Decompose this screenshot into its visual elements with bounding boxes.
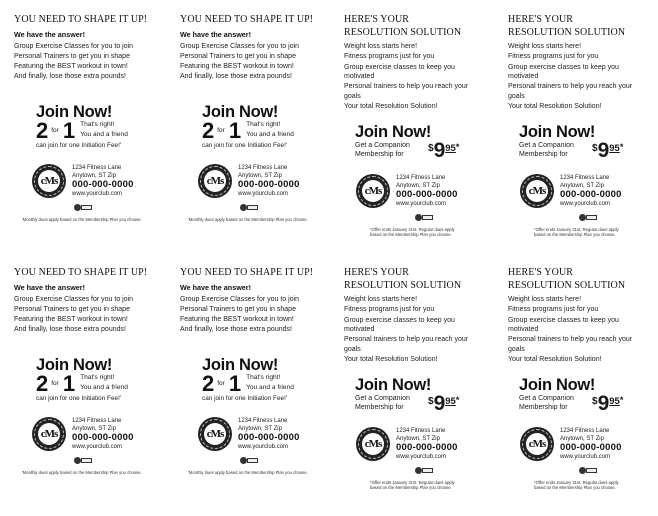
you-and-friend: You and a friend: [80, 383, 128, 391]
join-now-heading: Join Now!: [355, 376, 432, 395]
two-for-one: [202, 118, 340, 143]
card-subtitle: We have the answer!: [14, 283, 85, 292]
address-line1: 1234 Fitness Lane: [560, 428, 610, 435]
benefit-line: Fitness programs just for you: [508, 306, 599, 314]
cms-logo-icon: [520, 427, 554, 461]
join-now-heading: Join Now!: [36, 356, 113, 374]
phone-number: 000-000-0000: [396, 189, 458, 201]
phone-number: 000-000-0000: [238, 432, 300, 443]
benefit-line: Group Exercise Classes for you to join: [14, 43, 134, 50]
cms-logo-icon: [198, 164, 232, 198]
cms-logo-icon: [356, 427, 390, 461]
can-join-text: can join for one Initiation Fee!': [202, 395, 288, 402]
card-title: [344, 13, 504, 39]
benefit-line: Group Exercise Classes for you to join: [14, 296, 134, 303]
benefit-line: Fitness programs just for you: [344, 306, 435, 314]
website: www.yourclub.com: [72, 444, 123, 450]
title-line2: RESOLUTION SOLUTION: [508, 280, 626, 291]
benefit-line: Your total Resolution Solution!: [344, 102, 438, 110]
benefit-line: Group exercise classes to keep you motivated: [344, 316, 455, 333]
card-benefits: [180, 42, 340, 82]
companion-text: Get a Companion Membership for: [519, 142, 574, 158]
benefit-line: Weight loss starts here!: [344, 296, 418, 303]
can-join-text: can join for one Initiation Fee!': [36, 395, 122, 402]
certification-badge-icon: [415, 214, 433, 221]
benefit-line: Featuring the BEST workout in town!: [180, 63, 294, 70]
two-for-one: [36, 371, 174, 396]
price-asterisk: *: [619, 395, 624, 406]
benefit-line: Your total Resolution Solution!: [508, 102, 602, 110]
certification-badge-icon: [415, 467, 433, 474]
offer-text: [80, 373, 128, 392]
price-whole: 9: [433, 392, 446, 416]
contact-block: [356, 427, 504, 461]
benefit-line: Personal trainers to help you reach your goals: [344, 83, 469, 100]
offer-one: 1: [228, 118, 242, 143]
cms-logo-icon: [198, 417, 232, 451]
address: [560, 427, 622, 461]
card-benefits: [14, 42, 174, 82]
companion-text: Get a Companion Membership for: [355, 395, 410, 411]
logo-text: cMs: [526, 433, 548, 455]
offer-two: 2: [202, 118, 215, 143]
contact-block: [32, 417, 174, 451]
benefit-line: Weight loss starts here!: [508, 296, 582, 303]
resolution-card-4: [508, 266, 658, 516]
title-line1: HERE'S YOUR: [344, 14, 410, 25]
benefit-line: Personal trainers to help you reach your goals: [344, 336, 469, 353]
offer-two: 2: [36, 118, 49, 143]
join-now-heading: Join Now!: [355, 123, 432, 142]
price-cents: 95: [609, 143, 620, 155]
thats-right: That's right!: [80, 374, 115, 381]
shape-card-3: [14, 266, 174, 516]
offer-block: [355, 123, 504, 163]
benefit-line: Featuring the BEST workout in town!: [180, 316, 294, 323]
card-benefits: [14, 295, 174, 335]
companion-text: Get a Companion Membership for: [355, 142, 410, 158]
address-line2: Anytown, ST Zip: [238, 173, 282, 179]
offer-for: for: [217, 127, 225, 134]
title-line1: HERE'S YOUR: [508, 14, 574, 25]
website: www.yourclub.com: [72, 191, 123, 197]
card-benefits: [344, 295, 504, 364]
address-line1: 1234 Fitness Lane: [238, 165, 288, 171]
price-asterisk: *: [455, 395, 460, 406]
card-subtitle: We have the answer!: [180, 30, 251, 39]
address-line2: Anytown, ST Zip: [396, 183, 440, 190]
address-line2: Anytown, ST Zip: [396, 436, 440, 443]
benefit-line: Featuring the BEST workout in town!: [14, 316, 128, 323]
you-and-friend: You and a friend: [80, 130, 128, 138]
offer-one: 1: [228, 371, 242, 396]
price-whole: 9: [597, 392, 610, 416]
offer-block: [355, 376, 504, 416]
offer-block: [202, 357, 340, 402]
card-title: [344, 266, 504, 292]
phone-number: 000-000-0000: [72, 432, 134, 443]
shape-card-1: [14, 13, 174, 263]
address-line1: 1234 Fitness Lane: [396, 428, 446, 435]
card-subtitle: We have the answer!: [180, 283, 251, 292]
address: [396, 174, 458, 208]
price: [592, 392, 624, 416]
card-title: YOU NEED TO SHAPE IT UP!: [14, 267, 148, 278]
thats-right: That's right!: [80, 121, 115, 128]
address-line1: 1234 Fitness Lane: [560, 175, 610, 182]
title-line1: HERE'S YOUR: [508, 267, 574, 278]
contact-block: [520, 174, 658, 208]
logo-text: cMs: [204, 170, 226, 192]
thats-right: That's right!: [246, 121, 281, 128]
offer-text: [246, 373, 294, 392]
title-line1: HERE'S YOUR: [344, 267, 410, 278]
resolution-card-3: [344, 266, 504, 516]
join-now-heading: Join Now!: [202, 103, 279, 121]
logo-text: cMs: [362, 433, 384, 455]
benefit-line: Group exercise classes to keep you motivated: [508, 63, 619, 80]
fine-print: *Offer ends January 31st. Regular dues apply based on the Membership Plan you choose.: [370, 480, 455, 491]
benefit-line: Group Exercise Classes for you to join: [180, 43, 300, 50]
phone-number: 000-000-0000: [238, 179, 300, 190]
contact-block: [356, 174, 504, 208]
offer-one: 1: [62, 371, 76, 396]
address-line2: Anytown, ST Zip: [72, 173, 116, 179]
fine-print: 'Monthly dues apply based on the Membership Plan you choose.: [22, 217, 142, 222]
shape-card-4: [180, 266, 340, 516]
contact-block: [32, 164, 174, 198]
offer-two: 2: [36, 371, 49, 396]
benefit-line: Fitness programs just for you: [508, 53, 599, 61]
resolution-card-1: [344, 13, 504, 263]
two-for-one: [36, 118, 174, 143]
fine-print: 'Monthly dues apply based on the Membership Plan you choose.: [188, 470, 308, 475]
phone-number: 000-000-0000: [560, 189, 622, 201]
contact-block: [520, 427, 658, 461]
companion-offer: [519, 392, 658, 416]
companion-offer: [355, 139, 504, 163]
title-line2: RESOLUTION SOLUTION: [344, 27, 462, 38]
logo-text: cMs: [362, 180, 384, 202]
price-dollar: $: [592, 143, 598, 155]
benefit-line: Personal Trainers to get you in shape: [14, 306, 130, 313]
website: www.yourclub.com: [560, 201, 611, 208]
address-line1: 1234 Fitness Lane: [396, 175, 446, 182]
offer-text: [246, 120, 294, 139]
card-benefits: [508, 42, 658, 111]
certification-badge-icon: [74, 457, 92, 464]
cms-logo-icon: [32, 164, 66, 198]
fine-print: 'Monthly dues apply based on the Membership Plan you choose.: [22, 470, 142, 475]
price: [592, 139, 624, 163]
address: [560, 174, 622, 208]
two-for-one: [202, 371, 340, 396]
offer-for: for: [217, 380, 225, 387]
you-and-friend: You and a friend: [246, 383, 294, 391]
offer-for: for: [51, 127, 59, 134]
benefit-line: Your total Resolution Solution!: [508, 355, 602, 363]
offer-for: for: [51, 380, 59, 387]
card-benefits: [508, 295, 658, 364]
logo-text: cMs: [38, 170, 60, 192]
contact-block: [198, 417, 340, 451]
logo-text: cMs: [526, 180, 548, 202]
you-and-friend: You and a friend: [246, 130, 294, 138]
benefit-line: Personal Trainers to get you in shape: [180, 53, 296, 60]
address: [238, 164, 300, 198]
benefit-line: And finally, lose those extra pounds!: [14, 326, 126, 333]
phone-number: 000-000-0000: [560, 442, 622, 454]
card-title: YOU NEED TO SHAPE IT UP!: [14, 14, 148, 25]
price-asterisk: *: [455, 142, 460, 153]
website: www.yourclub.com: [396, 454, 447, 461]
benefit-line: Group Exercise Classes for you to join: [180, 296, 300, 303]
price-cents: 95: [445, 396, 456, 408]
title-line2: RESOLUTION SOLUTION: [508, 27, 626, 38]
certification-badge-icon: [579, 214, 597, 221]
address-line2: Anytown, ST Zip: [560, 183, 604, 190]
fine-print: *Offer ends January 31st. Regular dues apply based on the Membership Plan you choose.: [534, 480, 619, 491]
price-cents: 95: [445, 143, 456, 155]
card-title: [508, 13, 658, 39]
benefit-line: Weight loss starts here!: [508, 43, 582, 50]
address: [72, 417, 134, 451]
card-title: YOU NEED TO SHAPE IT UP!: [180, 14, 314, 25]
offer-block: [519, 376, 658, 416]
card-subtitle: We have the answer!: [14, 30, 85, 39]
offer-one: 1: [62, 118, 76, 143]
certification-badge-icon: [240, 457, 258, 464]
companion-text: Get a Companion Membership for: [519, 395, 574, 411]
benefit-line: And finally, lose those extra pounds!: [14, 73, 126, 80]
card-benefits: [180, 295, 340, 335]
cms-logo-icon: [520, 174, 554, 208]
price: [428, 139, 460, 163]
benefit-line: Personal Trainers to get you in shape: [180, 306, 296, 313]
certification-badge-icon: [240, 204, 258, 211]
benefit-line: Group exercise classes to keep you motivated: [344, 63, 455, 80]
card-title: [508, 266, 658, 292]
offer-block: [519, 123, 658, 163]
contact-block: [198, 164, 340, 198]
benefit-line: Your total Resolution Solution!: [344, 355, 438, 363]
join-now-heading: Join Now!: [519, 123, 596, 142]
address: [72, 164, 134, 198]
price-cents: 95: [609, 396, 620, 408]
price-whole: 9: [597, 139, 610, 163]
resolution-card-2: [508, 13, 658, 263]
address-line1: 1234 Fitness Lane: [72, 165, 122, 171]
address-line2: Anytown, ST Zip: [560, 436, 604, 443]
shape-card-2: [180, 13, 340, 263]
offer-two: 2: [202, 371, 215, 396]
price-dollar: $: [428, 396, 434, 408]
address-line2: Anytown, ST Zip: [72, 426, 116, 432]
address-line1: 1234 Fitness Lane: [72, 418, 122, 424]
website: www.yourclub.com: [396, 201, 447, 208]
address-line2: Anytown, ST Zip: [238, 426, 282, 432]
website: www.yourclub.com: [560, 454, 611, 461]
benefit-line: And finally, lose those extra pounds!: [180, 326, 292, 333]
phone-number: 000-000-0000: [72, 179, 134, 190]
cms-logo-icon: [356, 174, 390, 208]
offer-block: [36, 104, 174, 149]
benefit-line: Weight loss starts here!: [344, 43, 418, 50]
offer-text: [80, 120, 128, 139]
logo-text: cMs: [204, 423, 226, 445]
thats-right: That's right!: [246, 374, 281, 381]
title-line2: RESOLUTION SOLUTION: [344, 280, 462, 291]
fine-print: *Offer ends January 31st. Regular dues apply based on the Membership Plan you choose.: [534, 227, 619, 238]
address: [238, 417, 300, 451]
offer-block: [36, 357, 174, 402]
price-asterisk: *: [619, 142, 624, 153]
logo-text: cMs: [38, 423, 60, 445]
fine-print: *Offer ends January 31st. Regular dues apply based on the Membership Plan you choose.: [370, 227, 455, 238]
companion-offer: [355, 392, 504, 416]
benefit-line: Fitness programs just for you: [344, 53, 435, 61]
price-dollar: $: [592, 396, 598, 408]
join-now-heading: Join Now!: [519, 376, 596, 395]
price-whole: 9: [433, 139, 446, 163]
price-dollar: $: [428, 143, 434, 155]
join-now-heading: Join Now!: [202, 356, 279, 374]
join-now-heading: Join Now!: [36, 103, 113, 121]
companion-offer: [519, 139, 658, 163]
address-line1: 1234 Fitness Lane: [238, 418, 288, 424]
cms-logo-icon: [32, 417, 66, 451]
can-join-text: can join for one Initiation Fee!': [36, 142, 122, 149]
benefit-line: Group exercise classes to keep you motivated: [508, 316, 619, 333]
website: www.yourclub.com: [238, 444, 289, 450]
benefit-line: Featuring the BEST workout in town!: [14, 63, 128, 70]
address: [396, 427, 458, 461]
fine-print: 'Monthly dues apply based on the Membership Plan you choose.: [188, 217, 308, 222]
price: [428, 392, 460, 416]
phone-number: 000-000-0000: [396, 442, 458, 454]
certification-badge-icon: [579, 467, 597, 474]
can-join-text: can join for one Initiation Fee!': [202, 142, 288, 149]
website: www.yourclub.com: [238, 191, 289, 197]
benefit-line: Personal Trainers to get you in shape: [14, 53, 130, 60]
card-benefits: [344, 42, 504, 111]
card-title: YOU NEED TO SHAPE IT UP!: [180, 267, 314, 278]
offer-block: [202, 104, 340, 149]
certification-badge-icon: [74, 204, 92, 211]
benefit-line: And finally, lose those extra pounds!: [180, 73, 292, 80]
benefit-line: Personal trainers to help you reach your goals: [508, 336, 633, 353]
benefit-line: Personal trainers to help you reach your goals: [508, 83, 633, 100]
